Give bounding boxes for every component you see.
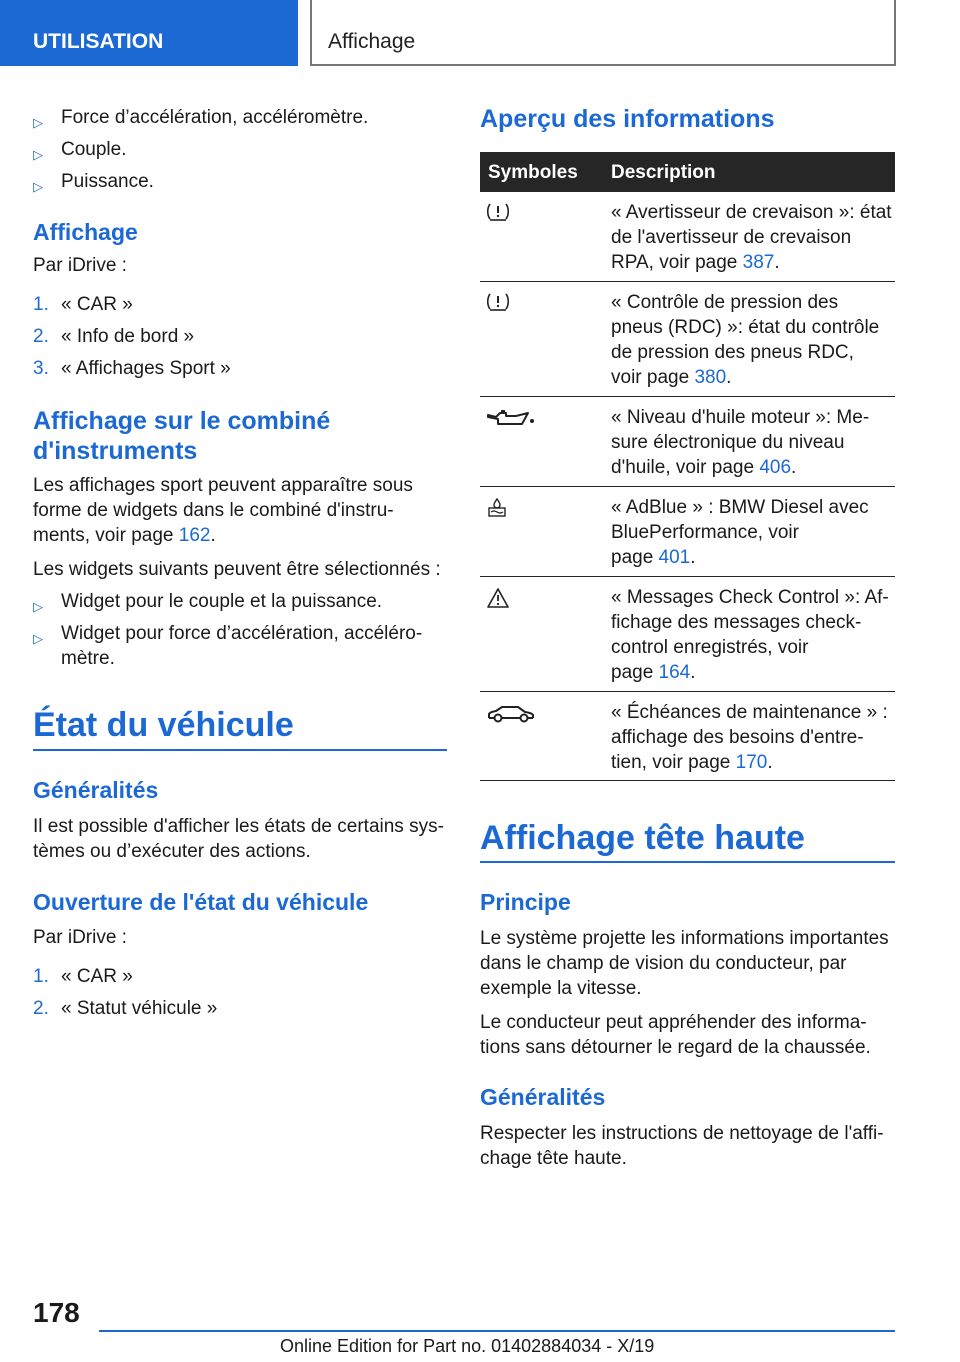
- car-service-icon: [486, 704, 536, 724]
- paragraph-line: exemple la vitesse.: [480, 978, 642, 999]
- row-description: [611, 700, 895, 775]
- table-row: [480, 397, 895, 487]
- step-text: « CAR »: [61, 294, 133, 315]
- paragraph-line: Respecter les instructions de nettoyage de l'affi-: [480, 1123, 884, 1144]
- page-link[interactable]: 387: [742, 252, 775, 273]
- heading-rule: [480, 861, 895, 863]
- section-heading: Généralités: [480, 1084, 606, 1110]
- step-number: 1.: [33, 966, 49, 987]
- description-text: .: [791, 457, 797, 478]
- paragraph-line: chage tête haute.: [480, 1148, 627, 1169]
- step-item: [33, 324, 194, 349]
- step-number: 2.: [33, 326, 49, 347]
- description-text: voir page: [611, 367, 695, 388]
- page-link[interactable]: 164: [658, 662, 691, 683]
- page-link[interactable]: 162: [178, 525, 211, 546]
- section-label: UTILISATION: [33, 30, 164, 53]
- step-number: 2.: [33, 998, 49, 1019]
- tire-pressure-monitor-icon: [486, 292, 510, 312]
- footer-rule: [99, 1330, 895, 1332]
- bullet-triangle-icon: ▷: [33, 599, 43, 614]
- description-text: tien, voir page: [611, 752, 736, 773]
- list-item: [33, 621, 422, 671]
- list-item-text: mètre.: [61, 648, 115, 669]
- page-link[interactable]: 401: [658, 547, 691, 568]
- step-number: 3.: [33, 358, 49, 379]
- table-row: [480, 282, 895, 397]
- section-heading: Affichage sur le combiné: [33, 407, 331, 435]
- row-description: [611, 290, 895, 390]
- description-text: page: [611, 662, 659, 683]
- list-item-text: Widget pour le couple et la puissance.: [61, 591, 383, 612]
- description-text: .: [774, 252, 780, 273]
- step-number: 1.: [33, 294, 49, 315]
- list-item-text: Widget pour force d’accélération, accéléro-: [61, 623, 423, 644]
- description-line: fichage des messages check-: [611, 612, 862, 633]
- step-text: « Affichages Sport »: [61, 358, 231, 379]
- column-header-symbols: Symboles: [488, 162, 578, 183]
- heading-rule: [33, 749, 447, 751]
- chapter-heading: Affichage tête haute: [480, 819, 805, 857]
- tire-pressure-warning-icon: [486, 202, 510, 222]
- description-line: [611, 545, 895, 570]
- description-line: « Avertisseur de crevaison »: état: [611, 202, 892, 223]
- description-line: « AdBlue » : BMW Diesel avec: [611, 497, 869, 518]
- adblue-icon: [486, 497, 508, 519]
- description-line: [611, 365, 895, 390]
- description-line: pneus (RDC) »: état du contrôle: [611, 317, 880, 338]
- step-text: « CAR »: [61, 966, 133, 987]
- description-line: sure électronique du niveau: [611, 432, 845, 453]
- description-line: « Niveau d'huile moteur »: Me-: [611, 407, 870, 428]
- description-line: BluePerformance, voir: [611, 522, 799, 543]
- section-tab: [0, 0, 298, 66]
- description-line: « Contrôle de pression des: [611, 292, 839, 313]
- bullet-triangle-icon: ▷: [33, 115, 43, 130]
- paragraph: Par iDrive :: [33, 927, 127, 948]
- paragraph: [480, 926, 895, 1001]
- chapter-title: Affichage: [328, 30, 416, 53]
- bullet-triangle-icon: ▷: [33, 179, 43, 194]
- list-item-text: Puissance.: [61, 171, 154, 192]
- paragraph: Par iDrive :: [33, 255, 127, 276]
- list-item-text: Force d’accélération, accéléromètre.: [61, 107, 369, 128]
- description-line: « Messages Check Control »: Af-: [611, 587, 889, 608]
- list-item-text: Couple.: [61, 139, 127, 160]
- paragraph-text: .: [210, 525, 216, 546]
- list-item: [33, 137, 127, 167]
- row-description: [611, 585, 895, 685]
- description-text: .: [690, 547, 696, 568]
- description-text: .: [767, 752, 773, 773]
- list-item: [33, 169, 154, 199]
- paragraph-line: Le système projette les informations importantes: [480, 928, 889, 949]
- table-row: [480, 192, 895, 282]
- page-link[interactable]: 380: [694, 367, 727, 388]
- step-item: [33, 964, 133, 989]
- bullet-triangle-icon: ▷: [33, 147, 43, 162]
- oil-can-icon: [486, 409, 536, 429]
- bullet-triangle-icon: ▷: [33, 631, 43, 646]
- list-item: [33, 589, 382, 619]
- paragraph-line: Il est possible d'afficher les états de certains sys-: [33, 816, 444, 837]
- paragraph-line: dans le champ de vision du conducteur, par: [480, 953, 847, 974]
- paragraph-line: tèmes ou d’exécuter des actions.: [33, 841, 311, 862]
- description-text: .: [690, 662, 696, 683]
- description-text: .: [726, 367, 732, 388]
- step-item: [33, 996, 217, 1021]
- description-line: affichage des besoins d'entre-: [611, 727, 864, 748]
- table-header: [480, 152, 895, 192]
- step-item: [33, 356, 231, 381]
- description-line: [611, 455, 895, 480]
- chapter-title-box: [310, 0, 896, 66]
- page-link[interactable]: 170: [735, 752, 768, 773]
- paragraph-text: ments, voir page: [33, 525, 179, 546]
- description-text: d'huile, voir page: [611, 457, 760, 478]
- step-text: « Info de bord »: [61, 326, 195, 347]
- edition-note: Online Edition for Part no. 01402884034 - X/19: [280, 1336, 655, 1356]
- paragraph-line: Les affichages sport peuvent apparaître sous: [33, 475, 413, 496]
- row-description: [611, 200, 895, 275]
- list-item: [33, 105, 368, 135]
- paragraph: Les widgets suivants peuvent être sélectionnés :: [33, 559, 441, 580]
- section-heading: Ouverture de l'état du véhicule: [33, 889, 369, 915]
- table-row: [480, 692, 895, 781]
- chapter-heading: État du véhicule: [33, 706, 294, 744]
- paragraph-line: forme de widgets dans le combiné d'instru-: [33, 500, 394, 521]
- column-header-description: Description: [611, 162, 716, 183]
- row-description: [611, 495, 895, 570]
- section-heading-cont: d'instruments: [33, 437, 198, 465]
- description-text: RPA, voir page: [611, 252, 743, 273]
- paragraph: [33, 473, 447, 548]
- warning-triangle-icon: [486, 587, 510, 609]
- description-line: « Échéances de maintenance » :: [611, 702, 888, 723]
- row-description: [611, 405, 895, 480]
- section-heading: Affichage: [33, 219, 138, 245]
- page-number: 178: [33, 1297, 80, 1328]
- description-text: page: [611, 547, 659, 568]
- description-line: [611, 750, 895, 775]
- description-line: [611, 250, 895, 275]
- description-line: de l'avertisseur de crevaison: [611, 227, 852, 248]
- description-line: de pression des pneus RDC,: [611, 342, 854, 363]
- paragraph: [480, 1121, 895, 1171]
- paragraph-line: Le conducteur peut appréhender des informa-: [480, 1012, 867, 1033]
- step-item: [33, 292, 133, 317]
- page-link[interactable]: 406: [759, 457, 792, 478]
- paragraph: [33, 814, 447, 864]
- section-heading: Principe: [480, 889, 571, 915]
- description-line: control enregistrés, voir: [611, 637, 809, 658]
- paragraph-line: [33, 523, 447, 548]
- description-line: [611, 660, 895, 685]
- section-heading: Aperçu des informations: [480, 105, 775, 133]
- table-row: [480, 577, 895, 692]
- paragraph: [480, 1010, 895, 1060]
- paragraph-line: tions sans détourner le regard de la chaussée.: [480, 1037, 871, 1058]
- section-heading: Généralités: [33, 777, 159, 803]
- step-text: « Statut véhicule »: [61, 998, 218, 1019]
- table-row: [480, 487, 895, 577]
